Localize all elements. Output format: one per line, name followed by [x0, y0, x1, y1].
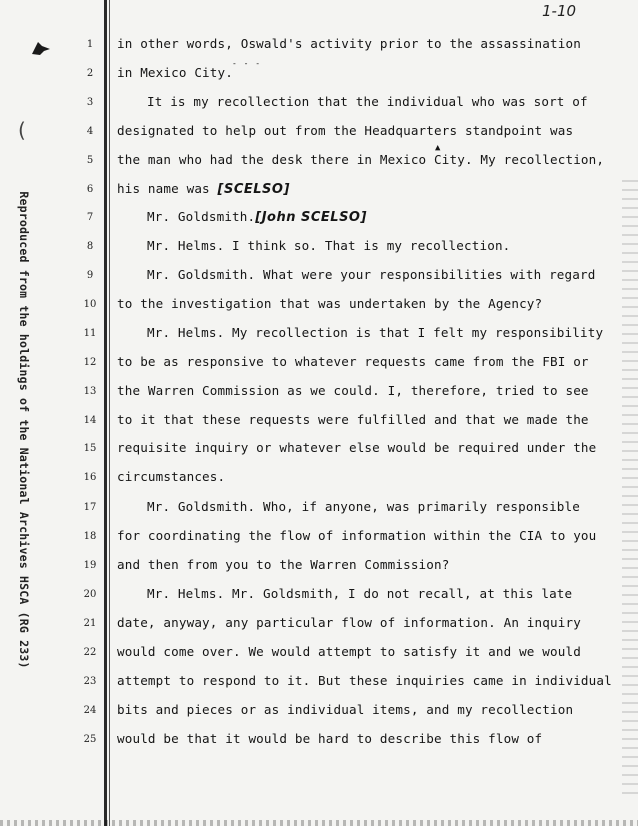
- line-number: 19: [83, 560, 97, 571]
- transcript-line-text: It is my recollection that the individual who was sort of: [147, 94, 588, 109]
- left-margin-rule: [104, 0, 107, 826]
- transcript-line: [147, 499, 580, 514]
- transcript-line: [117, 528, 596, 543]
- transcript-line-text: Mr. Helms. My recollection is that I felt my responsibility: [147, 325, 604, 340]
- transcript-line: [117, 354, 589, 369]
- transcript-line: [147, 325, 603, 340]
- transcript-line-text: in Mexico City.: [117, 65, 233, 80]
- line-number: 18: [83, 531, 97, 542]
- transcript-line: [117, 702, 573, 717]
- transcript-line: [117, 296, 542, 311]
- transcript-line-text: attempt to respond to it. But these inquiries came in individual: [117, 673, 612, 688]
- line-number: 6: [86, 184, 94, 195]
- transcript-line: [117, 469, 225, 484]
- archive-stamp-text: Reproduced from the holdings of the National Archives HSCA (RG 233): [17, 191, 31, 669]
- transcript-line-text: for coordinating the flow of information within the CIA to you: [117, 528, 597, 543]
- transcript-line: [117, 181, 290, 197]
- transcript-line: [117, 412, 589, 427]
- transcript-line: [147, 586, 572, 601]
- transcript-line: [147, 267, 595, 282]
- line-number: 21: [83, 618, 97, 629]
- handwritten-annotation: [SCELSO]: [217, 182, 290, 197]
- transcript-line: [147, 238, 510, 253]
- left-margin-rule-inner: [109, 0, 110, 826]
- bottom-edge-speckle: [0, 820, 638, 826]
- transcript-line: [117, 731, 542, 746]
- line-number: 23: [83, 676, 97, 687]
- line-number: 1: [86, 39, 94, 50]
- line-number: 2: [86, 68, 94, 79]
- line-number: 7: [86, 212, 94, 223]
- line-number: 20: [83, 589, 97, 600]
- transcript-line: [117, 644, 581, 659]
- transcript-line-text: requisite inquiry or whatever else would be required under the: [117, 440, 597, 455]
- transcript-line: [117, 152, 604, 167]
- ink-blot-icon: [30, 40, 52, 56]
- right-edge-speckle: [622, 180, 638, 800]
- transcript-line: [117, 123, 573, 138]
- transcript-line: [117, 65, 233, 80]
- transcript-line-text: would be that it would be hard to describe this flow of: [117, 731, 543, 746]
- transcript-line-text: the Warren Commission as we could. I, therefore, tried to see: [117, 383, 589, 398]
- transcript-line-text: in other words, Oswald's activity prior to the assassination: [117, 36, 581, 51]
- transcript-line: [117, 36, 581, 51]
- transcript-line-text: to be as responsive to whatever requests came from the FBI or: [117, 354, 589, 369]
- transcript-line-text: designated to help out from the Headquarters standpoint was: [117, 123, 574, 138]
- transcript-line: [147, 209, 367, 225]
- transcript-line: [117, 440, 596, 455]
- transcript-line-text: to it that these requests were fulfilled and that we made the: [117, 412, 589, 427]
- transcript-line: [117, 615, 581, 630]
- line-number: 3: [86, 97, 94, 108]
- line-number: 24: [83, 705, 97, 716]
- line-number: 4: [86, 126, 94, 137]
- transcript-line-text: his name was: [117, 181, 218, 196]
- transcript-line: [117, 673, 612, 688]
- archive-stamp: [12, 191, 36, 669]
- transcript-line-text: Mr. Helms. Mr. Goldsmith, I do not recall, at this late: [147, 586, 573, 601]
- line-number: 25: [83, 734, 97, 745]
- transcript-line-text: Mr. Goldsmith. What were your responsibilities with regard: [147, 267, 596, 282]
- transcript-line-text: Mr. Goldsmith.: [147, 209, 256, 224]
- line-number: 13: [83, 386, 97, 397]
- line-number: 5: [86, 155, 94, 166]
- handwritten-annotation: [John SCELSO]: [255, 210, 367, 225]
- transcript-line-text: to the investigation that was undertaken by the Agency?: [117, 296, 543, 311]
- transcript-line-text: date, anyway, any particular flow of information. An inquiry: [117, 615, 581, 630]
- line-number: 9: [86, 270, 94, 281]
- transcript-line: [117, 383, 589, 398]
- page-number: 1-10: [542, 2, 577, 20]
- line-number: 16: [83, 472, 97, 483]
- line-number: 12: [83, 357, 97, 368]
- transcript-line-text: circumstances.: [117, 469, 226, 484]
- insertion-caret-mark: ▲: [435, 143, 441, 153]
- transcript-line-text: the man who had the desk there in Mexico City. My recollection,: [117, 152, 605, 167]
- line-number: 14: [83, 415, 97, 426]
- line-number: 8: [86, 241, 94, 252]
- transcript-line: [147, 94, 588, 109]
- line-number: 10: [83, 299, 97, 310]
- transcript-line-text: bits and pieces or as individual items, and my recollection: [117, 702, 574, 717]
- line-number: 15: [83, 443, 97, 454]
- line-number: 11: [83, 328, 97, 339]
- transcript-line-text: Mr. Goldsmith. Who, if anyone, was primarily responsible: [147, 499, 580, 514]
- margin-mark: (: [18, 118, 26, 142]
- insertion-tick-mark: - - -: [232, 59, 262, 68]
- transcript-line-text: Mr. Helms. I think so. That is my recollection.: [147, 238, 511, 253]
- transcript-line: [117, 557, 449, 572]
- transcript-line-text: and then from you to the Warren Commission?: [117, 557, 450, 572]
- line-number: 22: [83, 647, 97, 658]
- transcript-line-text: would come over. We would attempt to satisfy it and we would: [117, 644, 581, 659]
- line-number: 17: [83, 502, 97, 513]
